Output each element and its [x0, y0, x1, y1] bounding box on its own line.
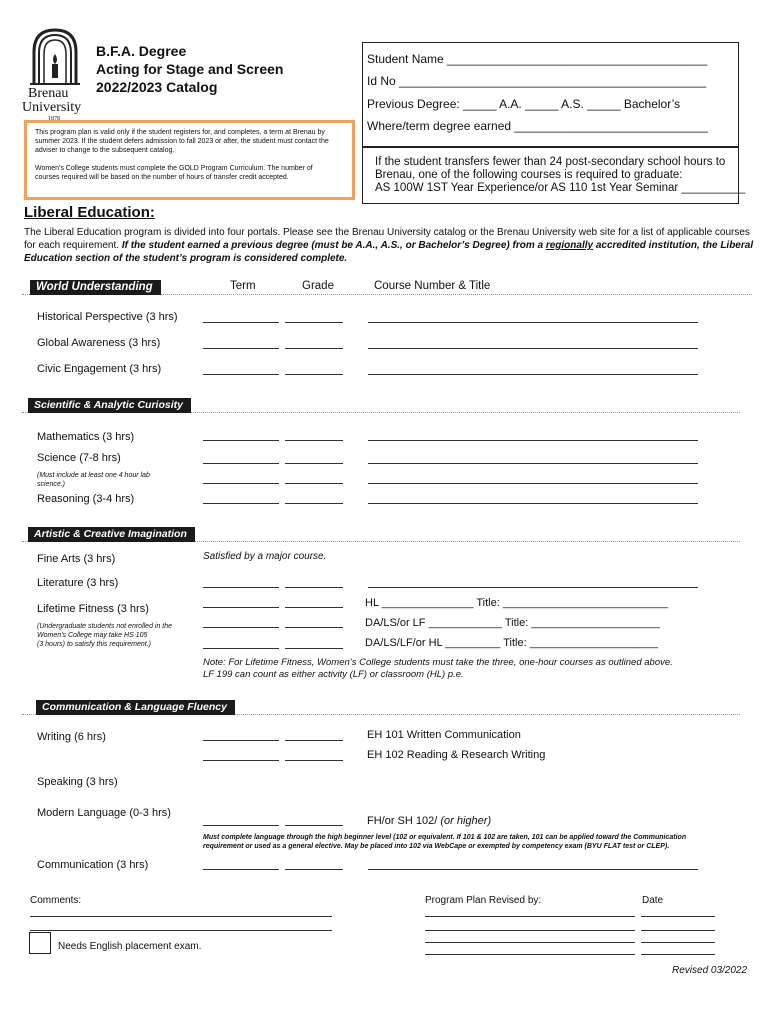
artistic-label: Artistic & Creative Imagination [28, 527, 195, 542]
fitness-note [37, 622, 172, 649]
liberal-intro-underline: regionally [545, 240, 594, 251]
literature-course-line[interactable] [368, 587, 698, 588]
reasoning-row-label: Reasoning (3-4 hrs) [37, 493, 135, 505]
date-label: Date [642, 895, 664, 906]
writing-grade-line-2[interactable] [285, 760, 343, 761]
transfer-line[interactable]: AS 100W 1ST Year Experience/or AS 110 1st Year Seminar __________ [375, 182, 746, 194]
notice-line: adviser to change to the subsequent catalog. [35, 147, 175, 154]
math-grade-line[interactable] [285, 440, 343, 441]
notice-box [24, 120, 355, 200]
revised-date-line-1[interactable] [641, 916, 715, 917]
fitness-grade-line-3[interactable] [285, 648, 343, 649]
comments-line-2[interactable] [30, 930, 332, 931]
communication-bar [22, 699, 740, 715]
fitness-row-label: Lifetime Fitness (3 hrs) [37, 603, 149, 615]
fitness-term-line-1[interactable] [203, 607, 279, 608]
revised-date-line-3[interactable] [641, 942, 715, 943]
liberal-intro-plain: for each requirement. [24, 240, 122, 251]
english-placement-checkbox[interactable] [29, 932, 51, 954]
civic-row-label: Civic Engagement (3 hrs) [37, 363, 162, 375]
comments-label: Comments: [30, 895, 82, 906]
logo-established: 1878 [48, 116, 60, 122]
writing-row-label: Writing (6 hrs) [37, 731, 106, 743]
reasoning-term-line[interactable] [203, 503, 279, 504]
transfer-requirement-box [362, 147, 746, 204]
fitness-grade-line-1[interactable] [285, 607, 343, 608]
revised-by-line-3[interactable] [425, 942, 635, 943]
fitness-term-line-2[interactable] [203, 627, 279, 628]
speaking-row-label: Speaking (3 hrs) [37, 776, 118, 788]
reasoning-course-line[interactable] [368, 503, 698, 504]
revised-by-line-1[interactable] [425, 916, 635, 917]
artistic-bar [22, 526, 740, 542]
fitness-hl-field[interactable]: HL _______________ Title: ___________________________ [365, 597, 668, 609]
liberal-intro-line: The Liberal Education program is divided into four portals. Please see the Brenau University catalog or the Brenau University web site for a list of applicable courses [24, 227, 750, 238]
historical-row-label: Historical Perspective (3 hrs) [37, 311, 178, 323]
liberal-intro-italic-end: accredited institution, the Liberal [593, 240, 754, 251]
civic-course-line[interactable] [368, 374, 698, 375]
liberal-intro-line: Education section of the student’s program is considered complete. [24, 253, 348, 264]
scientific-bar [22, 397, 740, 413]
notice-line: courses required will be based on the number of hours of transfer credit accepted. [35, 174, 289, 181]
brenau-logo [24, 26, 86, 122]
historical-term-line[interactable] [203, 322, 279, 323]
fitness-footnote: Note: For Lifetime Fitness, Women’s College students must take the three, one-hour courses as outlined above. [203, 657, 673, 668]
historical-grade-line[interactable] [285, 322, 343, 323]
revised-by-line-4[interactable] [425, 954, 635, 955]
column-course: Course Number & Title [374, 280, 491, 292]
where-term-field[interactable]: Where/term degree earned _____________________________ [367, 119, 708, 133]
math-course-line[interactable] [368, 440, 698, 441]
liberal-intro-line [24, 240, 753, 251]
civic-grade-line[interactable] [285, 374, 343, 375]
notice-line: Women's College students must complete the GOLD Program Curriculum. The number of [35, 165, 313, 172]
global-course-line[interactable] [368, 348, 698, 349]
science-row-label: Science (7-8 hrs) [37, 452, 121, 464]
communication-grade-line[interactable] [285, 869, 343, 870]
historical-course-line[interactable] [368, 322, 698, 323]
language-note: Must complete language through the high beginner level (102 or equivalent. If 101 & 102 are taken, 101 can be applied toward the Communication [203, 834, 687, 841]
math-row-label: Mathematics (3 hrs) [37, 431, 135, 443]
transfer-line: If the student transfers fewer than 24 post-secondary school hours to [375, 156, 726, 168]
fitness-footnote: LF 199 can count as either activity (LF) or classroom (HL) p.e. [203, 669, 464, 680]
fitness-dalshl-field[interactable]: DA/LS/LF/or HL _________ Title: _____________________ [365, 637, 659, 649]
arch-emblem-icon [24, 26, 86, 86]
fitness-dalslf-field[interactable]: DA/LS/or LF ____________ Title: _____________________ [365, 617, 660, 629]
notice-line: summer 2023. If the student defers admission to fall 2023 or after, the student must contact the [35, 138, 329, 145]
global-term-line[interactable] [203, 348, 279, 349]
reasoning-grade-line[interactable] [285, 503, 343, 504]
fitness-term-line-3[interactable] [203, 648, 279, 649]
scientific-label: Scientific & Analytic Curiosity [28, 398, 191, 413]
fitness-note-line: Women’s College may take HS 105 [37, 632, 148, 639]
science-note: (Must include at least one 4 hour lab science.) [37, 472, 150, 488]
liberal-intro-italic: If the student earned a previous degree (must be A.A., A.S., or Bachelor’s Degree) from a [121, 240, 546, 251]
communication-term-line[interactable] [203, 869, 279, 870]
science-grade-line-2[interactable] [285, 483, 343, 484]
eh102-label: EH 102 Reading & Research Writing [367, 749, 546, 761]
world-understanding-label: World Understanding [30, 280, 161, 295]
science-course-line-1[interactable] [368, 463, 698, 464]
revised-date-label: Revised 03/2022 [672, 965, 748, 976]
science-term-line-1[interactable] [203, 463, 279, 464]
english-placement-label: Needs English placement exam. [58, 941, 202, 952]
civic-term-line[interactable] [203, 374, 279, 375]
science-term-line-2[interactable] [203, 483, 279, 484]
communication-row-label: Communication (3 hrs) [37, 859, 149, 871]
fh-sh-text: FH/or SH 102/ [367, 815, 438, 827]
fitness-grade-line-2[interactable] [285, 627, 343, 628]
revised-date-line-2[interactable] [641, 930, 715, 931]
literature-row-label: Literature (3 hrs) [37, 577, 119, 589]
language-term-line[interactable] [203, 825, 279, 826]
literature-term-line[interactable] [203, 587, 279, 588]
program-title: Acting for Stage and Screen [96, 61, 284, 77]
fh-sh-italic: (or higher) [440, 815, 492, 827]
fh-sh-label [367, 815, 491, 827]
revised-date-line-4[interactable] [641, 954, 715, 955]
notice-line: This program plan is valid only if the student registers for, and completes, a term at Brenau by [35, 129, 325, 136]
global-grade-line[interactable] [285, 348, 343, 349]
writing-term-line-2[interactable] [203, 760, 279, 761]
column-term: Term [230, 280, 256, 292]
science-grade-line-1[interactable] [285, 463, 343, 464]
language-grade-line[interactable] [285, 825, 343, 826]
math-term-line[interactable] [203, 440, 279, 441]
fitness-note-line: (3 hours) to satisfy this requirement.) [37, 641, 151, 648]
logo-bottom-text: University [22, 100, 82, 115]
global-row-label: Global Awareness (3 hrs) [37, 337, 161, 349]
fine-arts-row-label: Fine Arts (3 hrs) [37, 553, 116, 565]
eh101-label: EH 101 Written Communication [367, 729, 521, 741]
science-course-line-2[interactable] [368, 483, 698, 484]
previous-degree-field[interactable]: Previous Degree: _____ A.A. _____ A.S. _____ Bachelor’s [367, 97, 681, 111]
literature-grade-line[interactable] [285, 587, 343, 588]
column-grade: Grade [302, 280, 334, 292]
writing-term-line-1[interactable] [203, 740, 279, 741]
writing-grade-line-1[interactable] [285, 740, 343, 741]
liberal-education-heading: Liberal Education: [24, 204, 155, 221]
language-note: requirement or used as a general elective. May be placed into 102 via WebCape or exempted by competency exam (BYU FLAT test or CLEP). [203, 843, 670, 850]
communication-course-line[interactable] [368, 869, 698, 870]
student-id-field[interactable]: Id No ______________________________________________ [367, 74, 707, 88]
degree-title: B.F.A. Degree [96, 43, 187, 59]
student-info-box [362, 42, 739, 147]
plan-revised-label: Program Plan Revised by: [425, 895, 542, 906]
transfer-line: Brenau, one of the following courses is required to graduate: [375, 169, 683, 181]
fine-arts-note: Satisfied by a major course. [203, 551, 327, 562]
modern-language-row-label: Modern Language (0-3 hrs) [37, 807, 171, 819]
revised-by-line-2[interactable] [425, 930, 635, 931]
communication-label: Communication & Language Fluency [36, 700, 235, 715]
catalog-title: 2022/2023 Catalog [96, 79, 218, 95]
comments-line-1[interactable] [30, 916, 332, 917]
logo-top-text: Brenau [28, 86, 69, 101]
student-name-field[interactable]: Student Name _______________________________________ [367, 52, 708, 66]
fitness-note-line: (Undergraduate students not enrolled in the [37, 623, 173, 630]
